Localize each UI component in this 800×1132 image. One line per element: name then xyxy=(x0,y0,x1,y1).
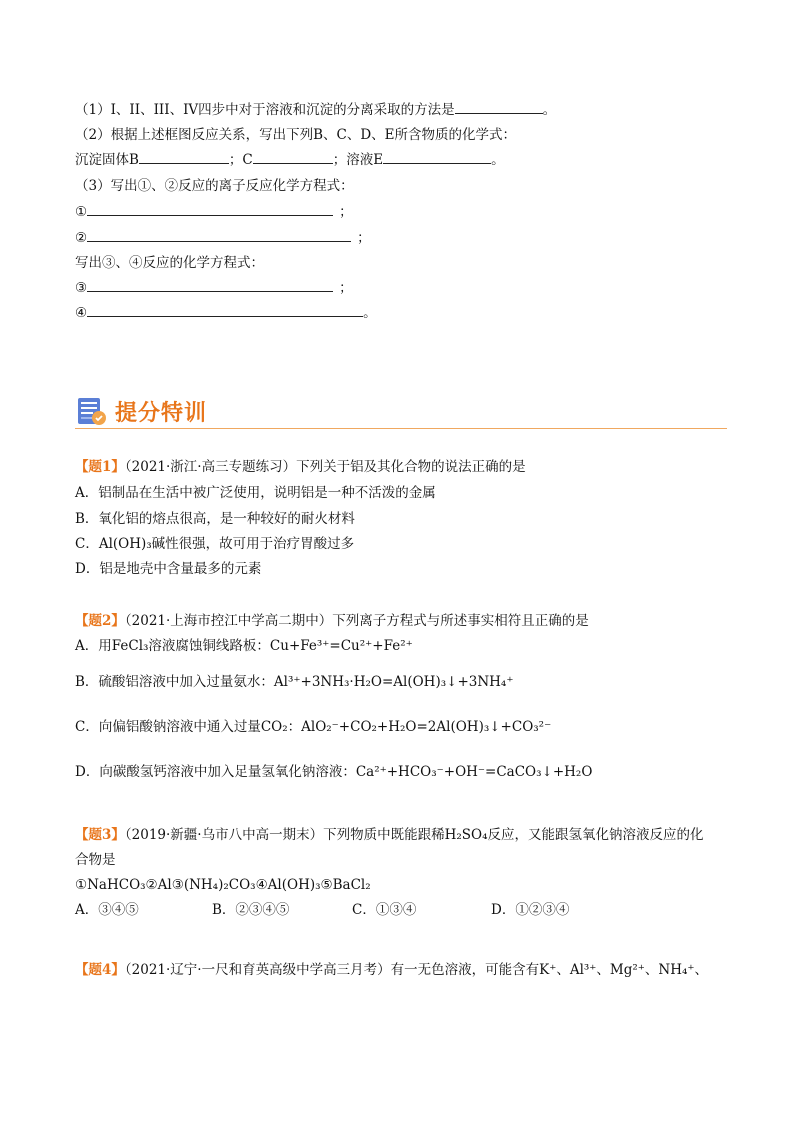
question-1-option-d[interactable] xyxy=(75,560,261,578)
question-tag: 【题1】 xyxy=(75,459,125,475)
blank2-input[interactable] xyxy=(87,229,351,242)
blank4-end: 。 xyxy=(363,305,377,321)
blank1-label: ① xyxy=(75,204,88,220)
q3b-text: 写出③、④反应的化学方程式： xyxy=(75,255,264,271)
question-source: （2021·浙江·高三专题练习）下列关于铝及其化合物的说法正确的是 xyxy=(124,459,526,475)
question-4-header xyxy=(75,961,708,979)
question-1-option-c[interactable] xyxy=(75,535,354,553)
q2-label-c: ；C xyxy=(228,152,253,168)
q3-line xyxy=(75,177,354,195)
blank2-end: ； xyxy=(357,230,371,246)
option-text: C．向偏铝酸钠溶液中通入过量CO₂：AlO₂⁻+CO₂+H₂O=2Al(OH)₃↓+CO₃²⁻ xyxy=(75,719,552,735)
question-2-header xyxy=(75,612,589,630)
q2-line xyxy=(75,126,516,144)
q1-line xyxy=(75,101,556,119)
blank3-end: ； xyxy=(339,280,353,296)
q2-text: （2）根据上述框图反应关系，写出下列B、C、D、E所含物质的化学式： xyxy=(75,127,517,143)
blank4-line xyxy=(75,304,377,322)
blank2-line xyxy=(75,229,371,247)
question-3-items xyxy=(75,876,371,894)
q1-text: （1）I、II、III、IV四步中对于溶液和沉淀的分离采取的方法是 xyxy=(75,102,455,118)
blank3-input[interactable] xyxy=(87,279,333,292)
q1-end: 。 xyxy=(542,102,557,118)
question-3-option-a[interactable]: A．③④⑤ xyxy=(75,902,139,918)
option-text: A．铝制品在生活中被广泛使用，说明铝是一种不活泼的金属 xyxy=(75,485,436,501)
question-source-cont: 合物是 xyxy=(75,852,116,868)
question-2-option-d[interactable] xyxy=(75,763,592,781)
q2-blank-c[interactable] xyxy=(253,151,333,164)
blank2-label: ② xyxy=(75,230,88,246)
q3-text: （3）写出①、②反应的离子反应化学方程式： xyxy=(75,178,354,194)
option-text: C．Al(OH)₃碱性很强，故可用于治疗胃酸过多 xyxy=(75,536,355,552)
question-3-header-cont xyxy=(75,851,116,869)
question-2-option-a[interactable] xyxy=(75,637,413,655)
question-tag: 【题4】 xyxy=(75,962,125,978)
exam-paper-icon xyxy=(75,394,109,428)
question-3-header xyxy=(75,826,704,844)
question-tag: 【题2】 xyxy=(75,613,125,629)
question-source: （2019·新疆·乌市八中高一期末）下列物质中既能跟稀H₂SO₄反应，又能跟氢氧化钠溶液反应的化 xyxy=(124,827,704,843)
q2-end: 。 xyxy=(491,152,505,168)
question-source: （2021·上海市控江中学高二期中）下列离子方程式与所述事实相符且正确的是 xyxy=(124,613,589,629)
question-source: （2021·辽宁·一尺和育英高级中学高三月考）有一无色溶液，可能含有 xyxy=(124,962,540,978)
option-text: A．用FeCl₃溶液腐蚀铜线路板：Cu+Fe³⁺=Cu²⁺+Fe²⁺ xyxy=(75,638,413,654)
question-ions: K⁺、Al³⁺、Mg²⁺、NH₄⁺、 xyxy=(539,962,709,978)
question-1-option-a[interactable] xyxy=(75,484,436,502)
q2-blank-e[interactable] xyxy=(383,151,491,164)
blank4-input[interactable] xyxy=(87,304,363,317)
question-tag: 【题3】 xyxy=(75,827,125,843)
question-3-option-d[interactable]: D．①②③④ xyxy=(491,902,570,918)
blank1-end: ； xyxy=(339,204,353,220)
option-text: D．向碳酸氢钙溶液中加入足量氢氧化钠溶液：Ca²⁺+HCO₃⁻+OH⁻=CaCO₃↓+H₂O xyxy=(75,764,593,780)
question-1-header xyxy=(75,458,526,476)
option-text: B．氧化铝的熔点很高，是一种较好的耐火材料 xyxy=(75,511,355,527)
option-text: B．硫酸铝溶液中加入过量氨水：Al³⁺+3NH₃·H₂O=Al(OH)₃↓+3NH₄⁺ xyxy=(75,674,514,690)
q2-label-e: ；溶液E xyxy=(332,152,384,168)
q2-label-b: 沉淀固体B xyxy=(75,152,139,168)
option-text: D．铝是地壳中含量最多的元素 xyxy=(75,561,262,577)
question-items: ①NaHCO₃②Al③(NH₄)₂CO₃④Al(OH)₃⑤BaCl₂ xyxy=(75,877,371,893)
question-2-option-c[interactable] xyxy=(75,718,551,736)
section-header xyxy=(75,392,727,432)
blank4-label: ④ xyxy=(75,305,88,321)
blank3-line xyxy=(75,279,353,297)
question-3-option-c[interactable]: C．①③④ xyxy=(352,902,417,918)
q1-blank[interactable] xyxy=(455,101,543,114)
blank3-label: ③ xyxy=(75,280,88,296)
blank1-input[interactable] xyxy=(87,203,333,216)
question-2-option-b[interactable] xyxy=(75,673,513,691)
q2-blank-b[interactable] xyxy=(139,151,229,164)
q2-blanks-line xyxy=(75,151,505,169)
blank1-line xyxy=(75,203,353,221)
section-divider xyxy=(75,428,727,429)
q3b-line xyxy=(75,254,264,272)
question-3-option-b[interactable]: B．②③④⑤ xyxy=(212,902,290,918)
question-1-option-b[interactable] xyxy=(75,510,355,528)
section-title: 提分特训 xyxy=(115,401,208,426)
